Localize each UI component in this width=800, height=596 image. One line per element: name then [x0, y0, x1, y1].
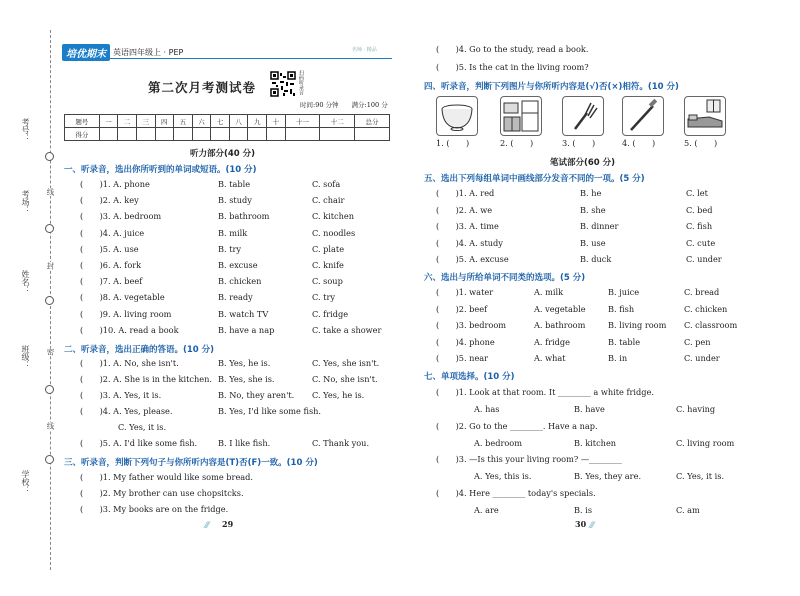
kitchen-icon: [501, 97, 541, 135]
picture-bowl: [436, 96, 478, 136]
score-table-header-row: [65, 115, 390, 128]
option-text: C. Yes, it is.: [118, 422, 167, 432]
section-1-title: 一、听录音，选出你所听到的单词或短语。(10 分): [64, 165, 257, 175]
option-text: ( )2. beef: [436, 303, 488, 314]
option-text: C. take a shower: [312, 324, 382, 335]
option-text: ( )1. A. phone: [80, 179, 150, 189]
option-text: B. try: [218, 243, 242, 254]
score-cell[interactable]: [174, 128, 193, 141]
option-text: C. Yes, it is.: [676, 471, 725, 481]
question-text: ( )1. Look at that room. It ________ a white fridge.: [436, 387, 654, 397]
name-label: 姓名：: [21, 270, 30, 294]
table-cell: 二: [118, 115, 137, 128]
option-text: ( )2. A. She is in the kitchen.: [80, 374, 213, 384]
score-cell[interactable]: [155, 128, 174, 141]
option-text: C. knife: [312, 260, 344, 270]
score-cell[interactable]: [211, 128, 230, 141]
option-text: C. sofa: [312, 179, 341, 189]
section-2-title: 二、听录音，选出正确的答语。(10 分): [64, 345, 215, 355]
school-label: 学校：: [21, 470, 30, 494]
option-text: B. dinner: [580, 221, 619, 231]
option-text: ( )1. water: [436, 287, 494, 297]
exam-number-label: 考号：: [21, 118, 30, 142]
table-cell: 总分: [355, 115, 390, 128]
option-text: ( )5. A. I'd like some fish.: [80, 438, 198, 448]
option-text: C. classroom: [684, 320, 738, 330]
option-text: C. let: [686, 188, 708, 198]
picture-bedroom: [684, 96, 726, 136]
option-text: C. chicken: [684, 303, 728, 314]
option-text: B. have a nap: [218, 324, 275, 335]
table-cell: 十二: [320, 115, 355, 128]
option-text: ( )3. A. Yes, it is.: [80, 390, 162, 400]
page-deco-icon: ⁄⁄⁄: [590, 521, 595, 530]
option-text: C. pen: [684, 336, 711, 347]
option-text: B. table: [218, 179, 251, 189]
option-text: A. bathroom: [534, 320, 586, 330]
score-cell[interactable]: [285, 128, 320, 141]
qr-code-icon: [270, 71, 296, 97]
option-text: A. fridge: [534, 336, 571, 347]
option-text: B. excuse: [218, 260, 258, 270]
option-text: B. Yes, I'd like some fish.: [218, 406, 322, 416]
option-text: C. Thank you.: [312, 438, 370, 448]
option-text: ( )8. A. vegetable: [80, 292, 165, 303]
section-6-title: 六、选出与所给单词不同类的选项。(5 分): [424, 273, 586, 283]
option-text: ( )4. phone: [436, 336, 495, 347]
option-text: ( )10. A. read a book: [80, 324, 179, 335]
option-text: ( )5. near: [436, 353, 489, 363]
option-text: B. chicken: [218, 276, 262, 287]
option-text: ( )4. A. juice: [80, 227, 145, 238]
option-text: C. am: [676, 504, 700, 515]
header-tag: 名师 · 精品: [352, 47, 377, 53]
table-cell: 三: [136, 115, 155, 128]
binding-hole: [45, 455, 54, 464]
option-text: ( )4. A. Yes, please.: [80, 406, 173, 416]
option-text: ( )1. A. red: [436, 188, 495, 198]
class-label: 班级：: [21, 345, 30, 369]
option-text: B. in: [608, 353, 628, 363]
option-text: C. cute: [686, 237, 716, 248]
bowl-icon: [437, 97, 477, 135]
option-text: C. Yes, he is.: [312, 390, 365, 400]
table-cell: 题号: [65, 115, 100, 128]
option-text: B. I like fish.: [218, 438, 271, 448]
option-text: B. she: [580, 204, 606, 215]
picture-kitchen: [500, 96, 542, 136]
section-3-item: ( )1. My father would like some bread.: [80, 472, 254, 482]
picture-answer-4: 4. ( ): [622, 138, 656, 148]
section-4-title: 四、听录音，判断下列图片与你所听内容是(√)否(×)相符。(10 分): [424, 82, 679, 92]
section-3-item: ( )2. My brother can use chopsitcks.: [80, 488, 244, 498]
score-cell[interactable]: [355, 128, 390, 141]
option-text: C. living room: [676, 437, 735, 448]
score-cell[interactable]: [248, 128, 267, 141]
page-number-left: 29: [222, 519, 234, 529]
table-cell: 六: [192, 115, 211, 128]
section-3-title: 三、听录音，判断下列句子与你所听内容是(T)否(F)一致。(10 分): [64, 458, 318, 468]
option-text: B. use: [580, 237, 606, 248]
picture-answer-3: 3. ( ): [562, 138, 596, 148]
fork-icon: [563, 97, 603, 135]
option-text: A. has: [474, 404, 500, 414]
score-cell[interactable]: [320, 128, 355, 141]
cut-mark: 线: [46, 188, 55, 196]
table-cell: 四: [155, 115, 174, 128]
table-cell: 十: [267, 115, 286, 128]
table-cell: 十一: [285, 115, 320, 128]
option-text: C. No, she isn't.: [312, 374, 378, 384]
option-text: C. Yes, she isn't.: [312, 358, 380, 368]
option-text: ( )3. A. bedroom: [80, 211, 162, 222]
option-text: B. Yes, she is.: [218, 374, 275, 384]
binding-hole: [45, 385, 54, 394]
picture-answer-2: 2. ( ): [500, 138, 534, 148]
option-text: B. watch TV: [218, 308, 269, 319]
option-text: B. study: [218, 195, 252, 206]
table-cell: 五: [174, 115, 193, 128]
option-text: ( )2. A. we: [436, 204, 493, 215]
option-text: ( )4. A. study: [436, 237, 503, 248]
option-text: ( )2. A. key: [80, 195, 139, 206]
cut-mark: 封: [46, 262, 55, 270]
option-text: B. milk: [218, 227, 248, 238]
option-text: B. Yes, they are.: [574, 471, 642, 481]
option-text: B. is: [574, 504, 593, 515]
page-deco-icon: ⁄⁄⁄: [205, 521, 210, 530]
score-cell[interactable]: [192, 128, 211, 141]
option-text: B. Yes, he is.: [218, 358, 271, 368]
page-number-right: 30: [575, 519, 587, 529]
option-text: C. kitchen: [312, 211, 355, 222]
bedroom-icon: [685, 97, 725, 135]
score-cell[interactable]: [136, 128, 155, 141]
cut-mark: 线: [46, 422, 55, 430]
option-text: B. he: [580, 188, 602, 198]
option-text: ( )3. bedroom: [436, 320, 507, 330]
score-cell[interactable]: [99, 128, 118, 141]
option-text: B. table: [608, 336, 641, 347]
option-text: C. plate: [312, 243, 345, 254]
exam-title: 第二次月考测试卷: [148, 80, 257, 95]
option-text: A. vegetable: [534, 303, 586, 314]
option-text: ( )3. A. time: [436, 221, 499, 231]
table-cell: 一: [99, 115, 118, 128]
option-text: C. fish: [686, 221, 713, 231]
option-text: ( )1. A. No, she isn't.: [80, 358, 179, 368]
brand-subtitle: 英语四年级上 · PEP: [113, 48, 184, 57]
score-table: [64, 114, 390, 141]
option-text: C. noodles: [312, 227, 356, 238]
option-text: B. bathroom: [218, 211, 270, 222]
option-text: A. milk: [534, 287, 564, 297]
written-part-heading: 笔试部分(60 分): [550, 158, 616, 168]
option-text: C. bread: [684, 287, 720, 297]
option-text: C. chair: [312, 195, 345, 206]
table-cell: 八: [229, 115, 248, 128]
binding-hole: [45, 296, 54, 305]
option-text: B. No, they aren't.: [218, 390, 295, 400]
option-text: B. juice: [608, 287, 640, 297]
brand-logo: 培优期末: [62, 44, 110, 61]
option-text: ( )7. A. beef: [80, 276, 143, 287]
binding-hole: [45, 224, 54, 233]
table-cell: 九: [248, 115, 267, 128]
option-text: ( )5. A. use: [80, 243, 139, 254]
section-3-item: ( )5. Is the cat in the living room?: [436, 62, 589, 72]
picture-toothbrush: [622, 96, 664, 136]
picture-fork: [562, 96, 604, 136]
binding-hole: [45, 152, 54, 161]
section-3-item: ( )3. My books are on the fridge.: [80, 504, 229, 514]
listening-part-heading: 听力部分(40 分): [190, 149, 256, 159]
score-cell[interactable]: [229, 128, 248, 141]
picture-answer-1: 1. ( ): [436, 138, 470, 148]
option-text: ( )6. A. fork: [80, 260, 142, 270]
section-5-title: 五、选出下列每组单词中画线部分发音不同的一项。(5 分): [424, 174, 645, 184]
option-text: B. fish: [608, 303, 635, 314]
section-7-title: 七、单项选择。(10 分): [424, 372, 515, 382]
header-rule: [62, 58, 392, 59]
question-text: ( )3. —Is this your living room? —________: [436, 454, 622, 464]
option-text: A. Yes, this is.: [474, 471, 532, 481]
score-cell[interactable]: [118, 128, 137, 141]
table-cell: 得分: [65, 128, 100, 141]
option-text: B. kitchen: [574, 437, 617, 448]
option-text: C. bed: [686, 204, 713, 215]
cut-mark: 密: [46, 348, 55, 356]
section-3-item: ( )4. Go to the study, read a book.: [436, 44, 589, 54]
option-text: B. living room: [608, 320, 667, 330]
time-info: 时间:90 分钟 满分:100 分: [300, 101, 388, 109]
option-text: C. having: [676, 404, 716, 414]
option-text: C. under: [686, 254, 722, 264]
score-table-score-row: [65, 128, 390, 141]
option-text: A. bedroom: [474, 437, 522, 448]
option-text: B. ready: [218, 292, 253, 303]
option-text: A. what: [534, 353, 566, 363]
option-text: C. fridge: [312, 308, 349, 319]
option-text: ( )5. A. excuse: [436, 254, 509, 264]
picture-answer-5: 5. ( ): [684, 138, 718, 148]
score-cell[interactable]: [267, 128, 286, 141]
option-text: C. try: [312, 292, 336, 303]
option-text: B. have: [574, 404, 605, 414]
table-cell: 七: [211, 115, 230, 128]
option-text: C. under: [684, 353, 720, 363]
option-text: C. soup: [312, 276, 343, 287]
toothbrush-icon: [623, 97, 663, 135]
exam-room-label: 考场：: [21, 190, 30, 214]
question-text: ( )4. Here ________ today's specials.: [436, 487, 596, 498]
option-text: B. duck: [580, 254, 612, 264]
option-text: A. are: [474, 504, 499, 515]
option-text: ( )9. A. living room: [80, 308, 172, 319]
question-text: ( )2. Go to the ________. Have a nap.: [436, 420, 598, 431]
qr-label: 扫码听录音: [298, 70, 304, 95]
